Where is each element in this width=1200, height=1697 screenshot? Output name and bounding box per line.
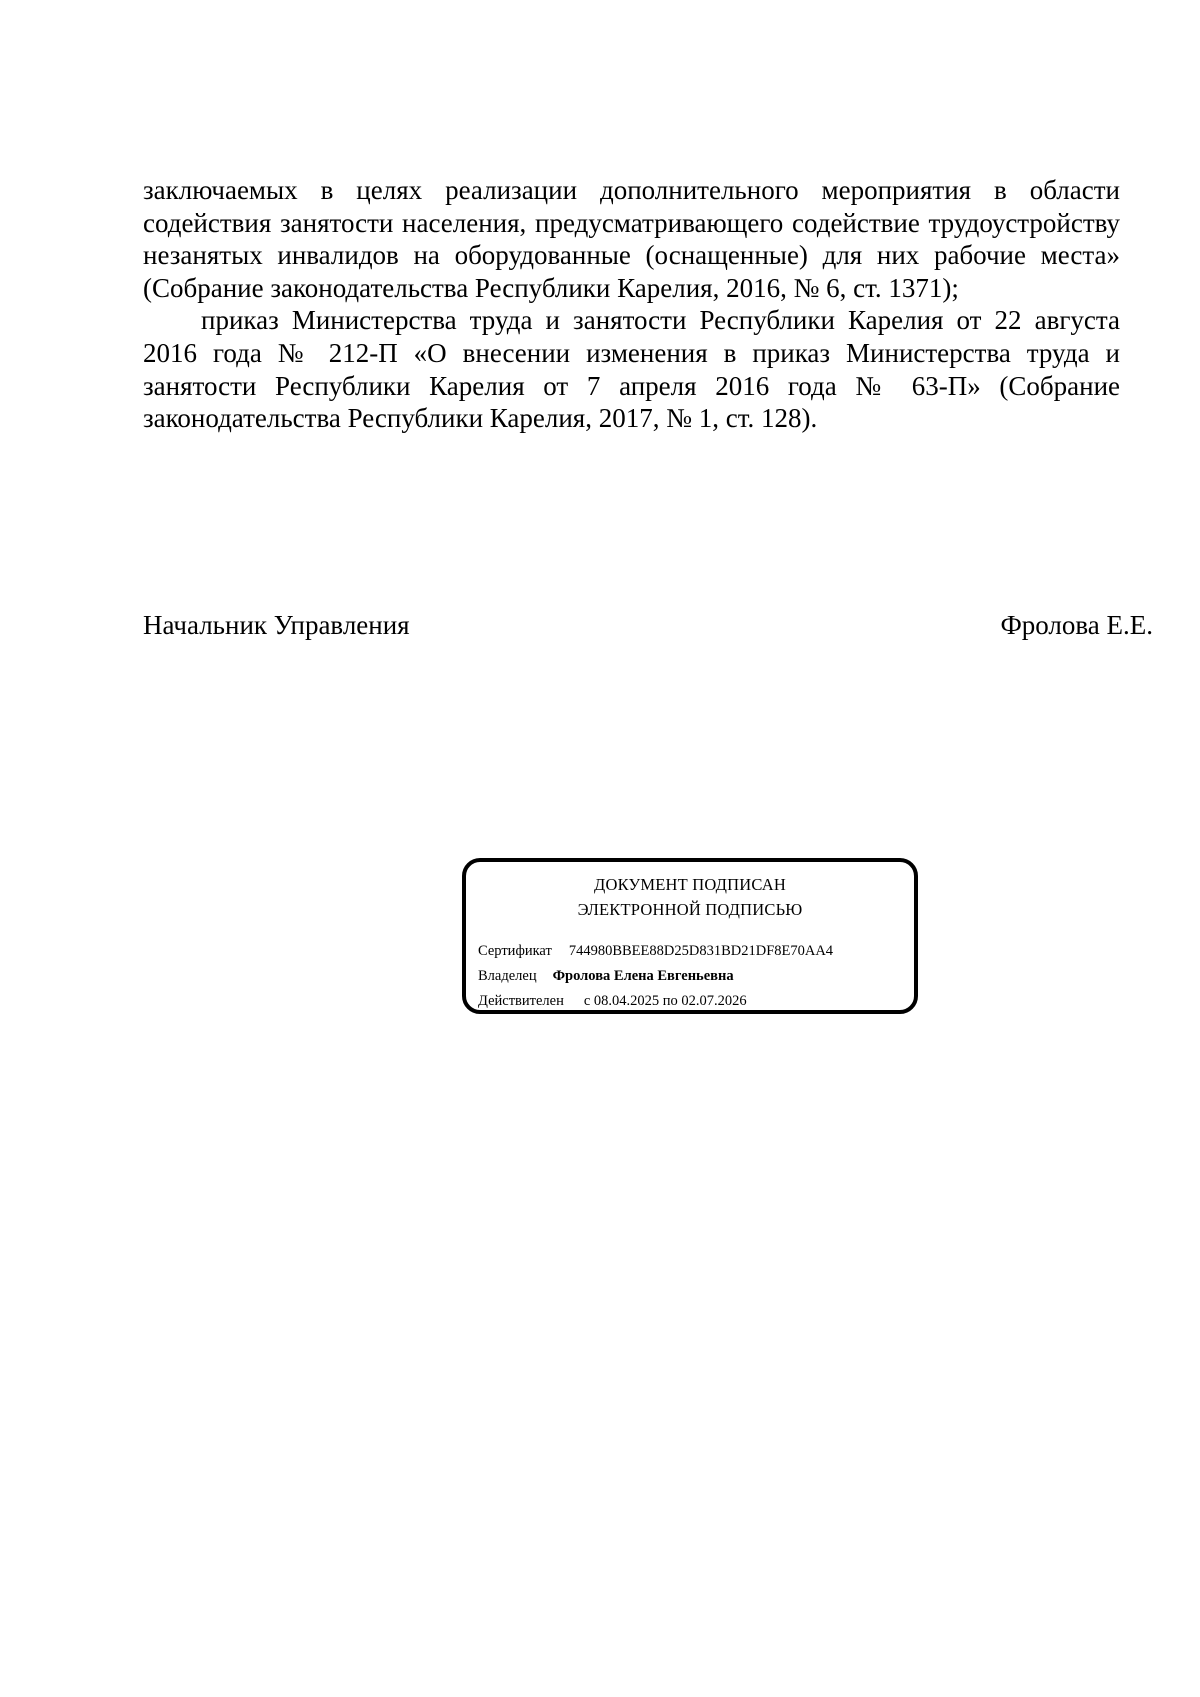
stamp-title — [466, 872, 914, 922]
signatory-name: Фролова Е.Е. — [1000, 610, 1153, 640]
valid-value: с 08.04.2025 по 02.07.2026 — [583, 993, 747, 1009]
owner-label: Владелец — [478, 968, 537, 984]
certificate-value: 744980BBEE88D25D831BD21DF8E70AA4 — [568, 943, 834, 959]
paragraph-continuation: заключаемых в целях реализации дополнительного мероприятия в области содействия занятости населения, предусматривающего содействие трудоустройству незанятых инвалидов на оборудованные (оснащенные) для них рабочие места» (Собрание законодательства Республики Карелия, 2016, № 6, ст. 1371); — [143, 175, 1120, 303]
document-body — [143, 174, 1120, 435]
stamp-owner-row — [478, 967, 734, 985]
stamp-certificate-row — [478, 942, 833, 960]
valid-label: Действителен — [478, 993, 564, 1009]
stamp-validity-row — [478, 992, 747, 1010]
certificate-label: Сертификат — [478, 943, 552, 959]
stamp-title-line-2: ЭЛЕКТРОННОЙ ПОДПИСЬЮ — [577, 900, 803, 919]
paragraph-order-reference: приказ Министерства труда и занятости Республики Карелия от 22 августа 2016 года № 212-П «О внесении изменения в приказ Министерства труда и занятости Республики Карелия от 7 апреля 2016 года № 63-П» (Собрание законодательства Республики Карелия, 2017, № 1, ст. 128). — [143, 305, 1120, 434]
electronic-signature-stamp — [462, 858, 918, 1014]
owner-value: Фролова Елена Евгеньевна — [552, 968, 734, 984]
stamp-title-line-1: ДОКУМЕНТ ПОДПИСАН — [594, 875, 786, 894]
signature-line — [143, 609, 1153, 641]
signatory-position: Начальник Управления — [143, 610, 410, 640]
